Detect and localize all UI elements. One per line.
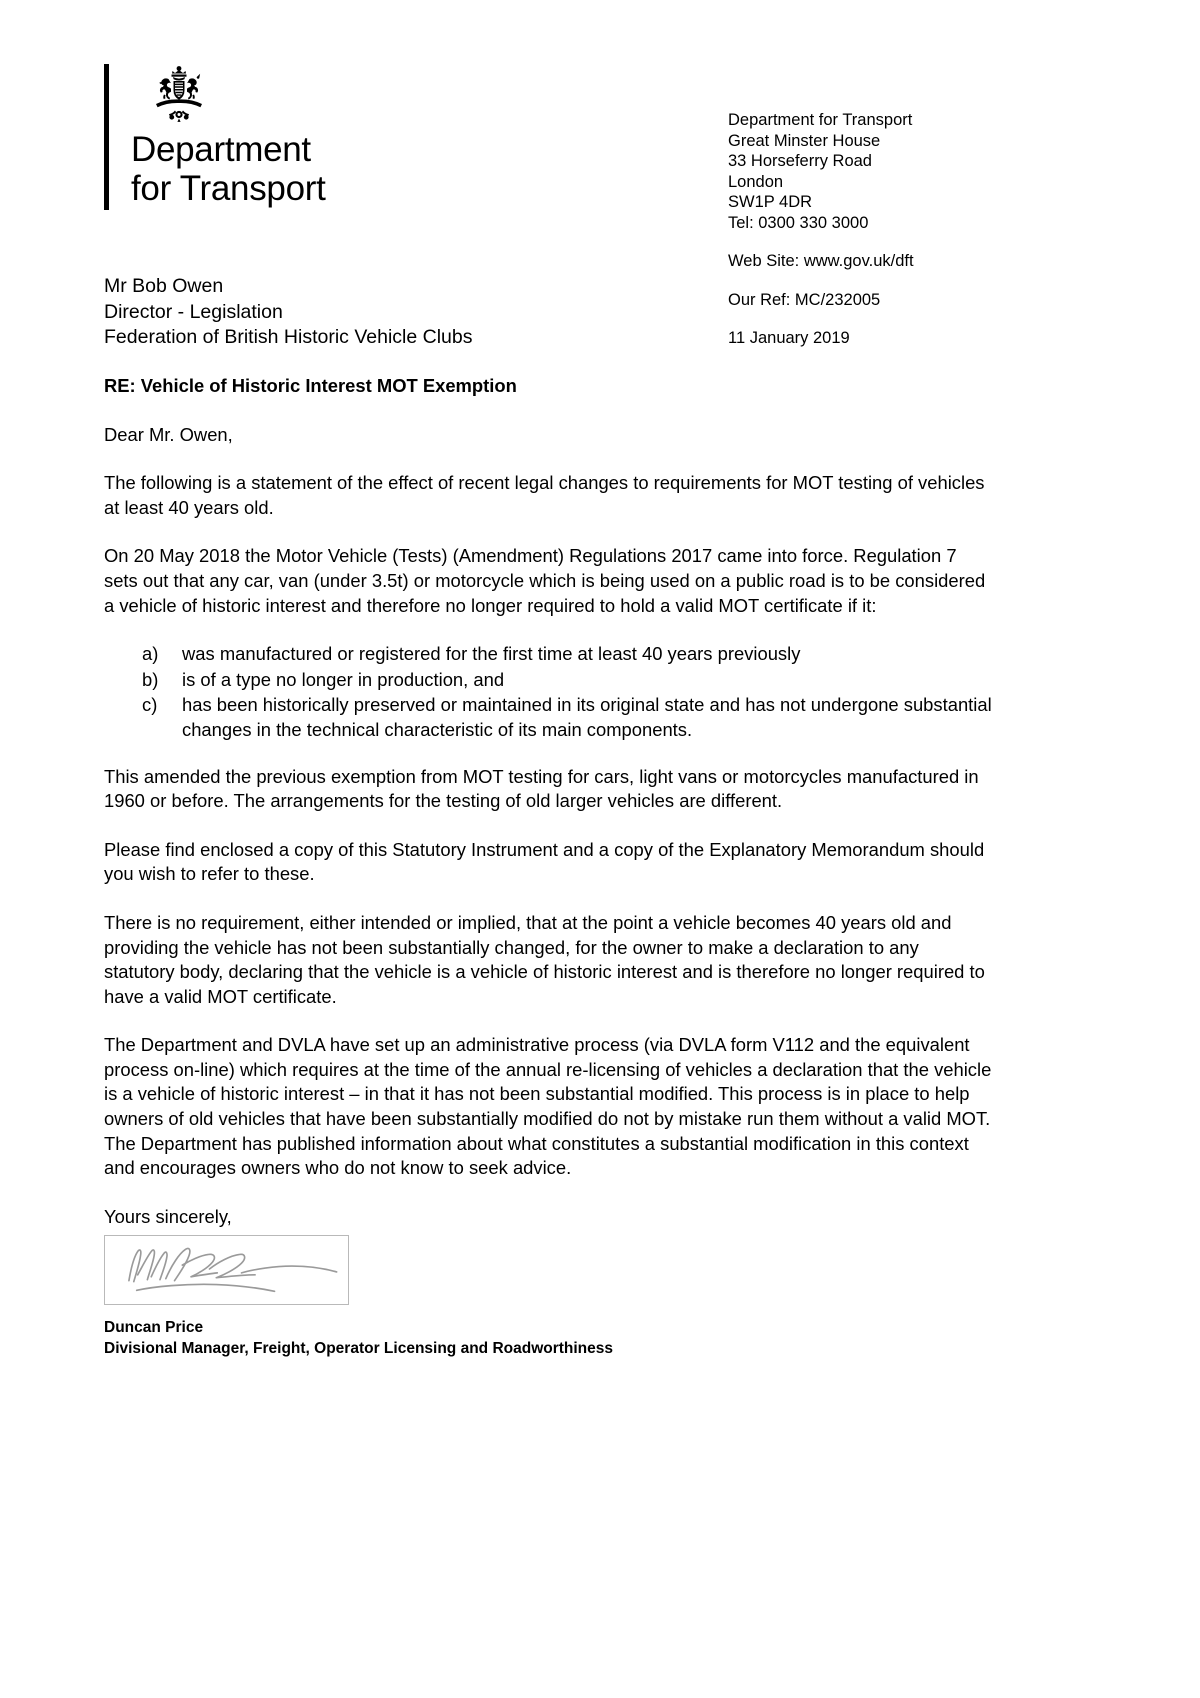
logo-wordmark-line1: Department [131, 130, 311, 169]
sign-off: Yours sincerely, [104, 1205, 232, 1227]
letter-date: 11 January 2019 [728, 329, 850, 347]
list-item-text: was manufactured or registered for the first time at least 40 years previously [182, 643, 801, 665]
signatory-name: Duncan Price [104, 1319, 204, 1337]
list-item-text: is of a type no longer in production, and [182, 668, 505, 690]
list-marker: c) [142, 694, 158, 716]
conditions-list [104, 642, 992, 742]
sender-address-line: London [728, 172, 784, 191]
list-item [142, 642, 992, 667]
signatory-title: Divisional Manager, Freight, Operator Licensing and Roadworthiness [104, 1340, 614, 1358]
recipient-name: Mr Bob Owen [104, 275, 224, 297]
signature-image [104, 1235, 349, 1305]
list-item [142, 668, 992, 693]
sender-address-line: Great Minster House [728, 131, 881, 150]
sender-address-block [728, 110, 914, 349]
subject-line: RE: Vehicle of Historic Interest MOT Exemption [104, 375, 517, 396]
logo-vertical-rule [104, 64, 109, 210]
sender-address-line: Department for Transport [728, 111, 913, 129]
list-marker: a) [142, 643, 159, 665]
salutation: Dear Mr. Owen, [104, 423, 233, 445]
dft-logo [104, 64, 326, 210]
our-ref: Our Ref: MC/232005 [728, 290, 881, 309]
logo-body [131, 64, 326, 210]
paragraph-6: The Department and DVLA have set up an administrative process (via DVLA form V112 and the equivalent process on-line) which requires at the time of the annual re-licensing of vehicles a declaration that the vehicle is a vehicle of historic interest – in that it has not been substantial modified. This process is in place to help owners of old vehicles that have been substantially modified do not by mistake run them without a valid MOT. The Department has published information about what constitutes a substantial modification in this context and encourages owners who do not know to seek advice. [104, 1034, 992, 1179]
sender-address-line: 33 Horseferry Road [728, 152, 872, 170]
royal-coat-of-arms-icon [137, 64, 221, 126]
list-item-text: has been historically preserved or maintained in its original state and has not undergone substantial changes in the technical characteristic of its main components. [182, 694, 992, 740]
list-item [142, 693, 992, 742]
sender-website: Web Site: www.gov.uk/dft [728, 252, 914, 270]
paragraph-2: On 20 May 2018 the Motor Vehicle (Tests) (Amendment) Regulations 2017 came into force. Regulation 7 sets out that any car, van (under 3.5t) or motorcycle which is being used on a public road is to be considered a vehicle of historic interest and therefore no longer required to hold a valid MOT certificate if it: [104, 545, 986, 616]
recipient-organisation: Federation of British Historic Vehicle Clubs [104, 326, 473, 348]
paragraph-1: The following is a statement of the effect of recent legal changes to requirements for MOT testing of vehicles at least 40 years old. [104, 472, 985, 518]
logo-wordmark-line2: for Transport [131, 169, 326, 208]
sender-address-line: SW1P 4DR [728, 193, 813, 211]
sender-phone: Tel: 0300 330 3000 [728, 213, 869, 232]
letter-body [104, 374, 992, 1359]
paragraph-3: This amended the previous exemption from MOT testing for cars, light vans or motorcycles manufactured in 1960 or before. The arrangements for the testing of old larger vehicles are different. [104, 765, 979, 812]
list-marker: b) [142, 668, 159, 690]
recipient-role: Director - Legislation [104, 300, 283, 323]
paragraph-5: There is no requirement, either intended or implied, that at the point a vehicle becomes 40 years old and providing the vehicle has not been substantially changed, for the owner to make a declaration to any statutory body, declaring that the vehicle is a vehicle of historic interest and is therefore no longer required to have a valid MOT certificate. [104, 911, 985, 1007]
paragraph-4: Please find enclosed a copy of this Statutory Instrument and a copy of the Explanatory Memorandum should you wish to refer to these. [104, 838, 985, 885]
recipient-address-block [104, 274, 473, 351]
